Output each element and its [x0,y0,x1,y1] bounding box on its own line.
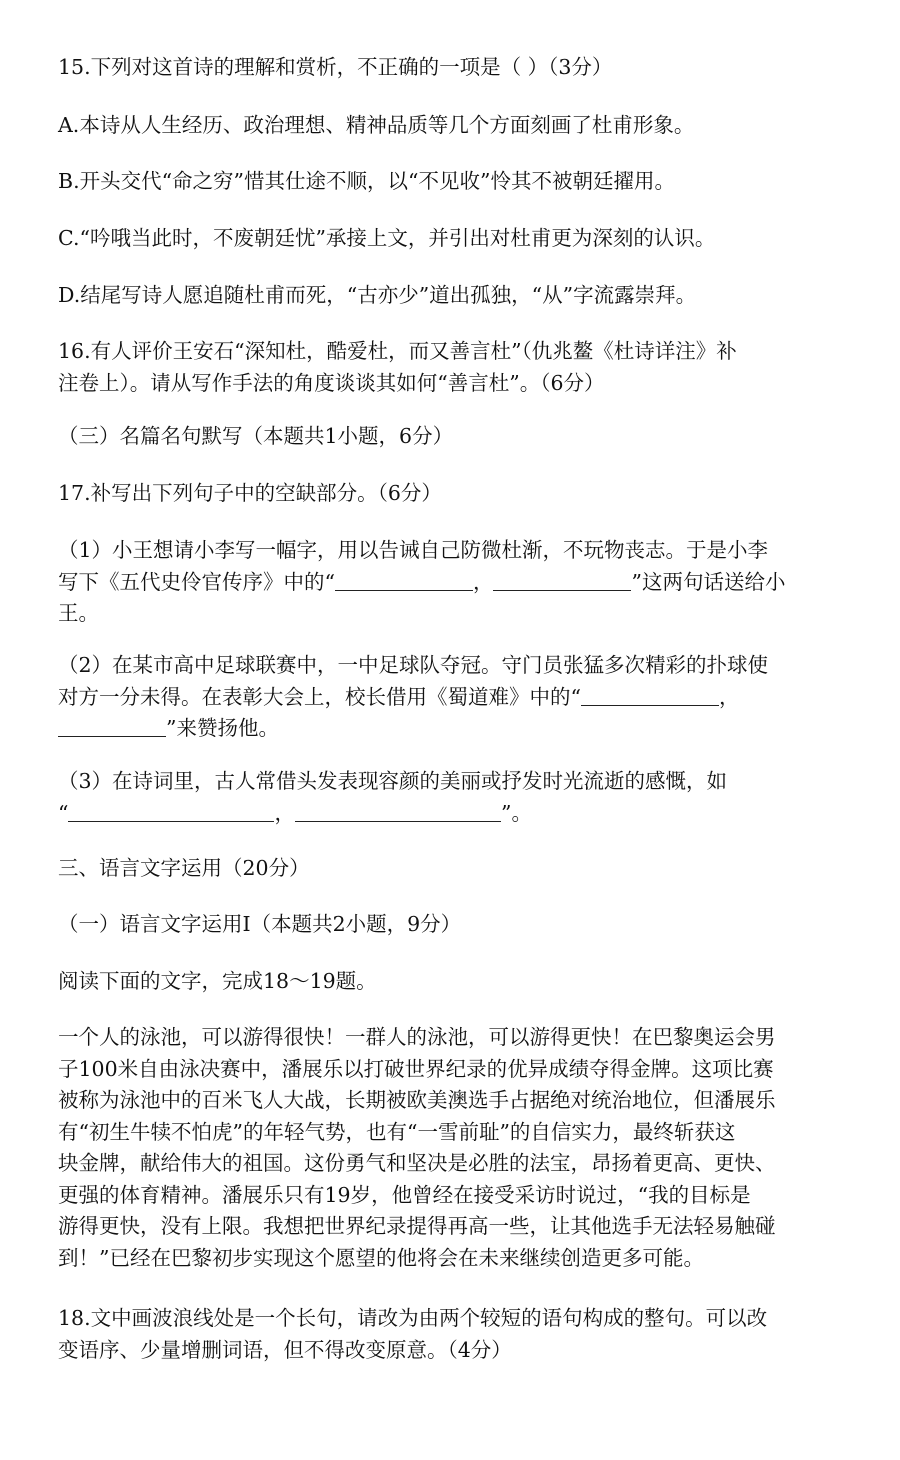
q17-item3-line1: （3）在诗词里，古人常借头发表现容颜的美丽或抒发时光流逝的感慨，如 [58,769,728,793]
passage-line: 更强的体育精神。潘展乐只有19岁，他曾经在接受采访时说过，“我的目标是 [58,1182,751,1207]
q15-option-a: A.本诗从人生经历、政治理想、精神品质等几个方面刻画了杜甫形象。 [58,113,695,137]
q17-item2-blank2[interactable] [58,716,166,737]
passage-line: 被称为泳池中的百米飞人大战，长期被欧美澳选手占据绝对统治地位，但潘展乐 [58,1088,776,1112]
q17-stem: 17.补写出下列句子中的空缺部分。（6分） [58,481,442,505]
q15-option-c: C.“吟哦当此时，不废朝廷忧”承接上文，并引出对杜甫更为深刻的认识。 [58,226,716,250]
q17-item3-blank2[interactable] [295,801,501,822]
q15-option-b: B.开头交代“命之穷”惜其仕途不顺，以“不见收”怜其不被朝廷擢用。 [58,169,676,193]
q17-item1-blank2[interactable] [493,570,631,591]
q17-item3-line2: “ ， ”。 [58,800,532,825]
passage-line: 到！”已经在巴黎初步实现这个愿望的他将会在未来继续创造更多可能。 [58,1245,704,1270]
passage-line: 块金牌，献给伟大的祖国。这份勇气和坚决是必胜的法宝，昂扬着更高、更快、 [58,1151,776,1175]
q17-item1 [58,535,858,630]
passage [58,1022,858,1274]
q16-line1: 16.有人评价王安石“深知杜，酷爱杜，而又善言杜”（仇兆鳌《杜诗详注》补 [58,339,737,363]
q17-item1-line3: 王。 [58,601,99,625]
q17-item3 [58,766,858,829]
q17-item1-line2: 写下《五代史伶官传序》中的“ ， ”这两句话送给小 [58,569,786,594]
q17-item3-blank1[interactable] [68,801,274,822]
part3-header: 三、语言文字运用（20分） [58,856,310,880]
q18-line2: 变语序、少量增删词语，但不得改变原意。（4分） [58,1337,512,1362]
passage-line: 游得更快，没有上限。我想把世界纪录提得再高一些，让其他选手无法轻易触碰 [58,1214,776,1238]
q15-stem: 15.下列对这首诗的理解和赏析，不正确的一项是（ ）（3分） [58,55,613,79]
reading-intro: 阅读下面的文字，完成18～19题。 [58,969,377,993]
q17-item2-line2: 对方一分未得。在表彰大会上，校长借用《蜀道难》中的“ ， [58,684,740,709]
q17-item2-line3: ”来赞扬他。 [58,713,858,745]
q17-item1-line1: （1）小王想请小李写一幅字，用以告诫自己防微杜渐，不玩物丧志。于是小李 [58,538,769,562]
sub1-header: （一）语言文字运用Ⅰ（本题共2小题，9分） [58,912,462,936]
q16-line2: 注卷上）。请从写作手法的角度谈谈其如何“善言杜”。（6分） [58,370,605,395]
section3-header: （三）名篇名句默写（本题共1小题，6分） [58,424,454,448]
q17-item2-line1: （2）在某市高中足球联赛中，一中足球队夺冠。守门员张猛多次精彩的扑球使 [58,653,769,677]
q18-question [58,1303,858,1366]
q16-question [58,336,858,399]
passage-line: 有“初生牛犊不怕虎”的年轻气势，也有“一雪前耻”的自信实力，最终斩获这 [58,1119,736,1144]
q17-item1-blank1[interactable] [335,570,473,591]
passage-line: 一个人的泳池，可以游得很快！一群人的泳池，可以游得更快！在巴黎奥运会男 [58,1025,776,1049]
passage-line: 子100米自由泳决赛中，潘展乐以打破世界纪录的优异成绩夺得金牌。这项比赛 [58,1056,774,1081]
q17-item2-blank1[interactable] [581,685,719,706]
q15-option-d: D.结尾写诗人愿追随杜甫而死，“古亦少”道出孤独，“从”字流露崇拜。 [58,283,697,307]
q17-item2 [58,650,858,745]
q18-line1: 18.文中画波浪线处是一个长句，请改为由两个较短的语句构成的整句。可以改 [58,1306,768,1330]
